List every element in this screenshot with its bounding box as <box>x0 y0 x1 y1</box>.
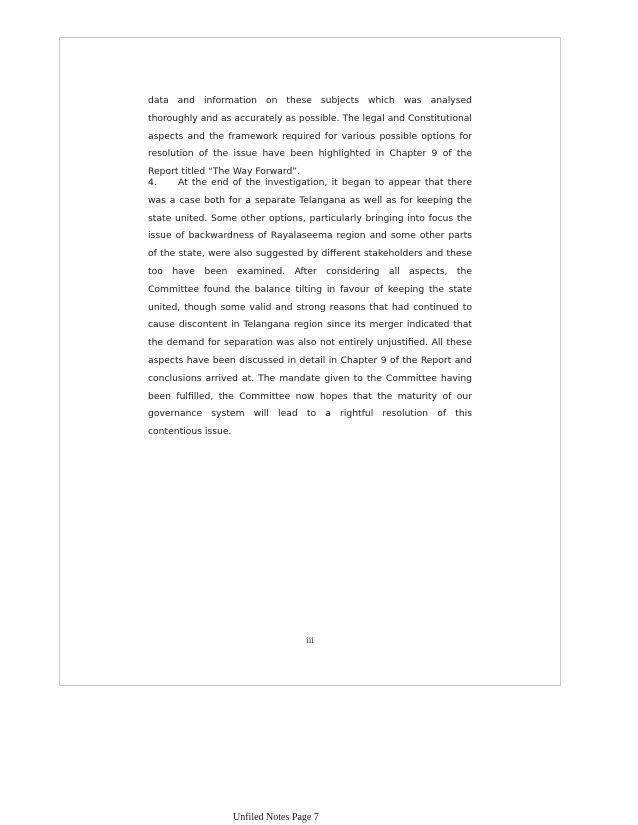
paragraph-4-text: At the end of the investigation, it began to appear that there was a case both for a separate Telangana as well as for keeping the state united. Some other options, particularly bringing into focus the issue of backwardness of Rayalaseema region and some other parts of the state, were also suggested by different stakeholders and these too have been examined. After considering all aspects, the Committee found the balance tilting in favour of keeping the state united, though some valid and strong reasons that had continued to cause discontent in Telangana region since its merger indicated that the demand for separation was also not entirely unjustified. All these aspects have been discussed in detail in Chapter 9 of the Report and conclusions arrived at. The mandate given to the Committee having been fulfilled, the Committee now hopes that the maturity of our governance system will lead to a rightful resolution of this contentious issue. <box>148 177 472 438</box>
footer-page-label: Unfiled Notes Page 7 <box>233 812 319 823</box>
page-number: iii <box>306 636 314 645</box>
paragraph-4 <box>148 174 472 441</box>
paragraph-number: 4. <box>148 177 157 188</box>
paragraph-3-continuation: data and information on these subjects which was analysed thoroughly and as accurately as possible. The legal and Constitutional aspects and the framework required for various possible options for resolution of the issue have been highlighted in Chapter 9 of the Report titled “The Way Forward”. <box>148 95 472 178</box>
